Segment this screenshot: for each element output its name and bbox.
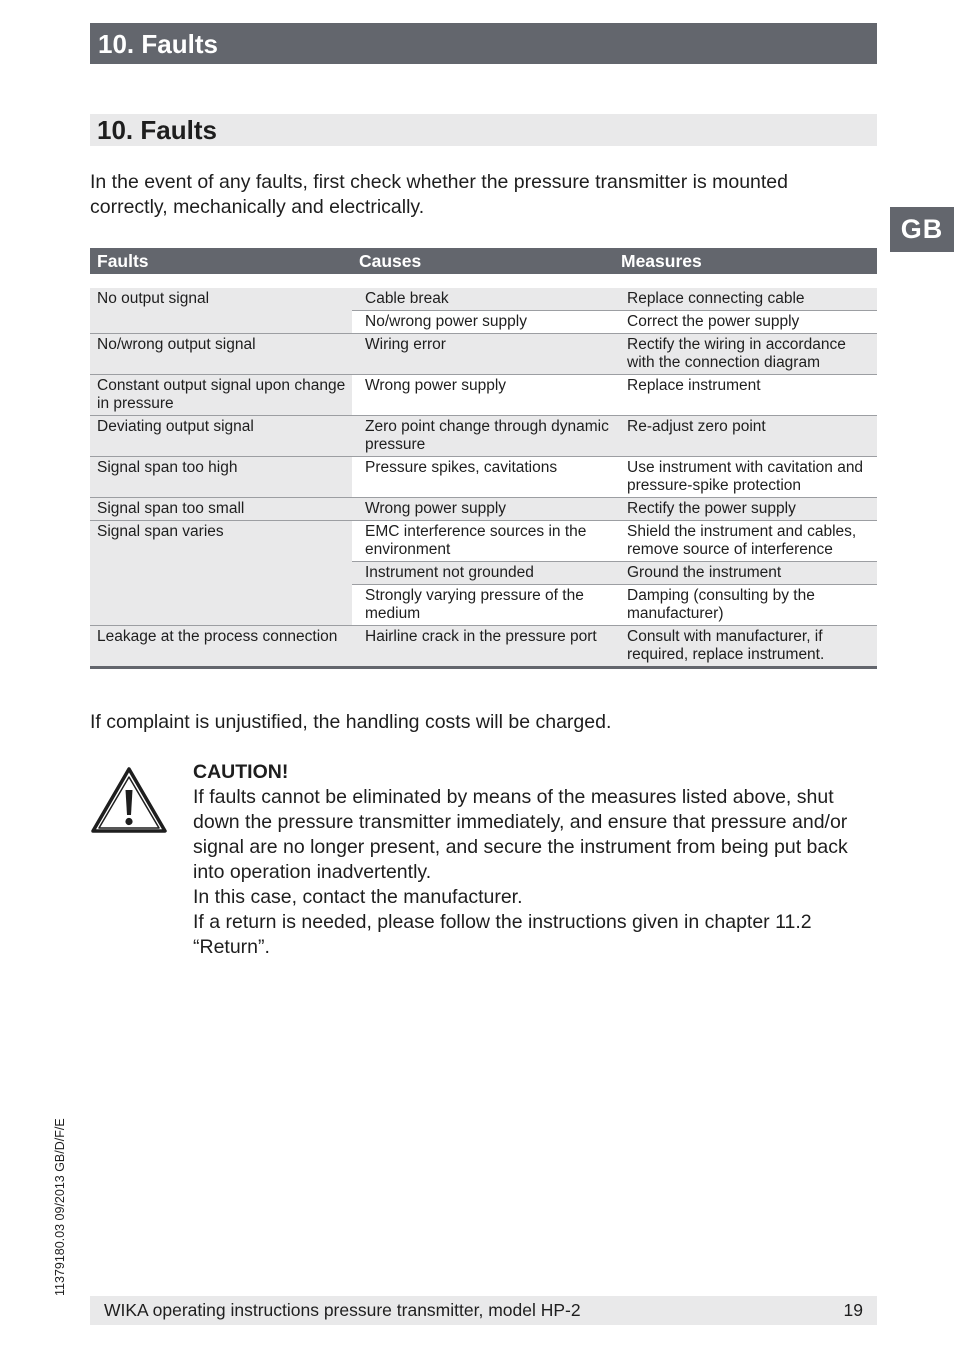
measure-cell: Replace instrument — [614, 375, 877, 416]
measure-cell: Use instrument with cavitation and pressure-spike protection — [614, 457, 877, 498]
language-tab: GB — [890, 207, 954, 252]
fault-cell: Signal span too high — [90, 457, 352, 498]
measure-cell: Damping (consulting by the manufacturer) — [614, 585, 877, 626]
page-number: 19 — [843, 1300, 863, 1320]
table-row — [90, 521, 877, 562]
cause-cell: Cable break — [352, 288, 614, 311]
section-title: 10. Faults — [97, 115, 217, 145]
table-row — [90, 375, 877, 416]
intro-paragraph: In the event of any faults, first check whether the pressure transmitter is mounted correctly, mechanically and electrically. — [90, 171, 789, 218]
fault-cell: Deviating output signal — [90, 416, 352, 457]
footer-title: WIKA operating instructions pressure transmitter, model HP-2 — [104, 1300, 581, 1320]
measure-cell: Rectify the power supply — [614, 498, 877, 521]
measure-cell: Correct the power supply — [614, 311, 877, 334]
caution-text: If faults cannot be eliminated by means of the measures listed above, shut down the pressure transmitter immediately, and ensure that pressure and/or signal are no longer present, and secure the instrument from being put back into operation inadvertently. — [193, 786, 848, 883]
page-header-title: 10. Faults — [98, 29, 218, 59]
column-header-faults: Faults — [97, 251, 149, 271]
cause-cell: Zero point change through dynamic pressure — [352, 416, 614, 457]
cause-cell: Wiring error — [352, 334, 614, 375]
table-row — [90, 626, 877, 668]
table-header — [90, 248, 877, 274]
table-row — [90, 498, 877, 521]
cause-cell: Pressure spikes, cavitations — [352, 457, 614, 498]
column-header-causes: Causes — [359, 251, 422, 271]
page-footer — [90, 1296, 877, 1325]
caution-text: In this case, contact the manufacturer. — [193, 886, 523, 908]
fault-cell: Leakage at the process connection — [90, 626, 352, 668]
table-row — [90, 457, 877, 498]
caution-block — [193, 760, 883, 960]
fault-cell: No output signal — [90, 288, 352, 334]
cause-cell: Instrument not grounded — [352, 562, 614, 585]
warning-triangle-icon — [90, 766, 168, 834]
measure-cell: Consult with manufacturer, if required, replace instrument. — [614, 626, 877, 668]
column-header-measures: Measures — [621, 251, 702, 271]
fault-cell: No/wrong output signal — [90, 334, 352, 375]
measure-cell: Replace connecting cable — [614, 288, 877, 311]
measure-cell: Ground the instrument — [614, 562, 877, 585]
cause-cell: Wrong power supply — [352, 375, 614, 416]
caution-text: If a return is needed, please follow the instructions given in chapter 11.2 “Return”. — [193, 911, 812, 958]
cause-cell: EMC interference sources in the environment — [352, 521, 614, 562]
cause-cell: Wrong power supply — [352, 498, 614, 521]
table-row — [90, 334, 877, 375]
measure-cell: Rectify the wiring in accordance with the connection diagram — [614, 334, 877, 375]
table-row — [90, 416, 877, 457]
fault-cell: Signal span varies — [90, 521, 352, 626]
cause-cell: No/wrong power supply — [352, 311, 614, 334]
table-row — [90, 288, 877, 311]
caution-title: CAUTION! — [193, 761, 289, 783]
fault-cell: Signal span too small — [90, 498, 352, 521]
measure-cell: Shield the instrument and cables, remove source of interference — [614, 521, 877, 562]
cause-cell: Strongly varying pressure of the medium — [352, 585, 614, 626]
complaint-note: If complaint is unjustified, the handling costs will be charged. — [90, 711, 612, 733]
faults-table — [90, 288, 877, 669]
fault-cell: Constant output signal upon change in pressure — [90, 375, 352, 416]
cause-cell: Hairline crack in the pressure port — [352, 626, 614, 668]
section-heading — [90, 114, 877, 146]
document-code: 11379180.03 09/2013 GB/D/F/E — [53, 1118, 67, 1296]
page-header-bar — [90, 23, 877, 64]
measure-cell: Re-adjust zero point — [614, 416, 877, 457]
